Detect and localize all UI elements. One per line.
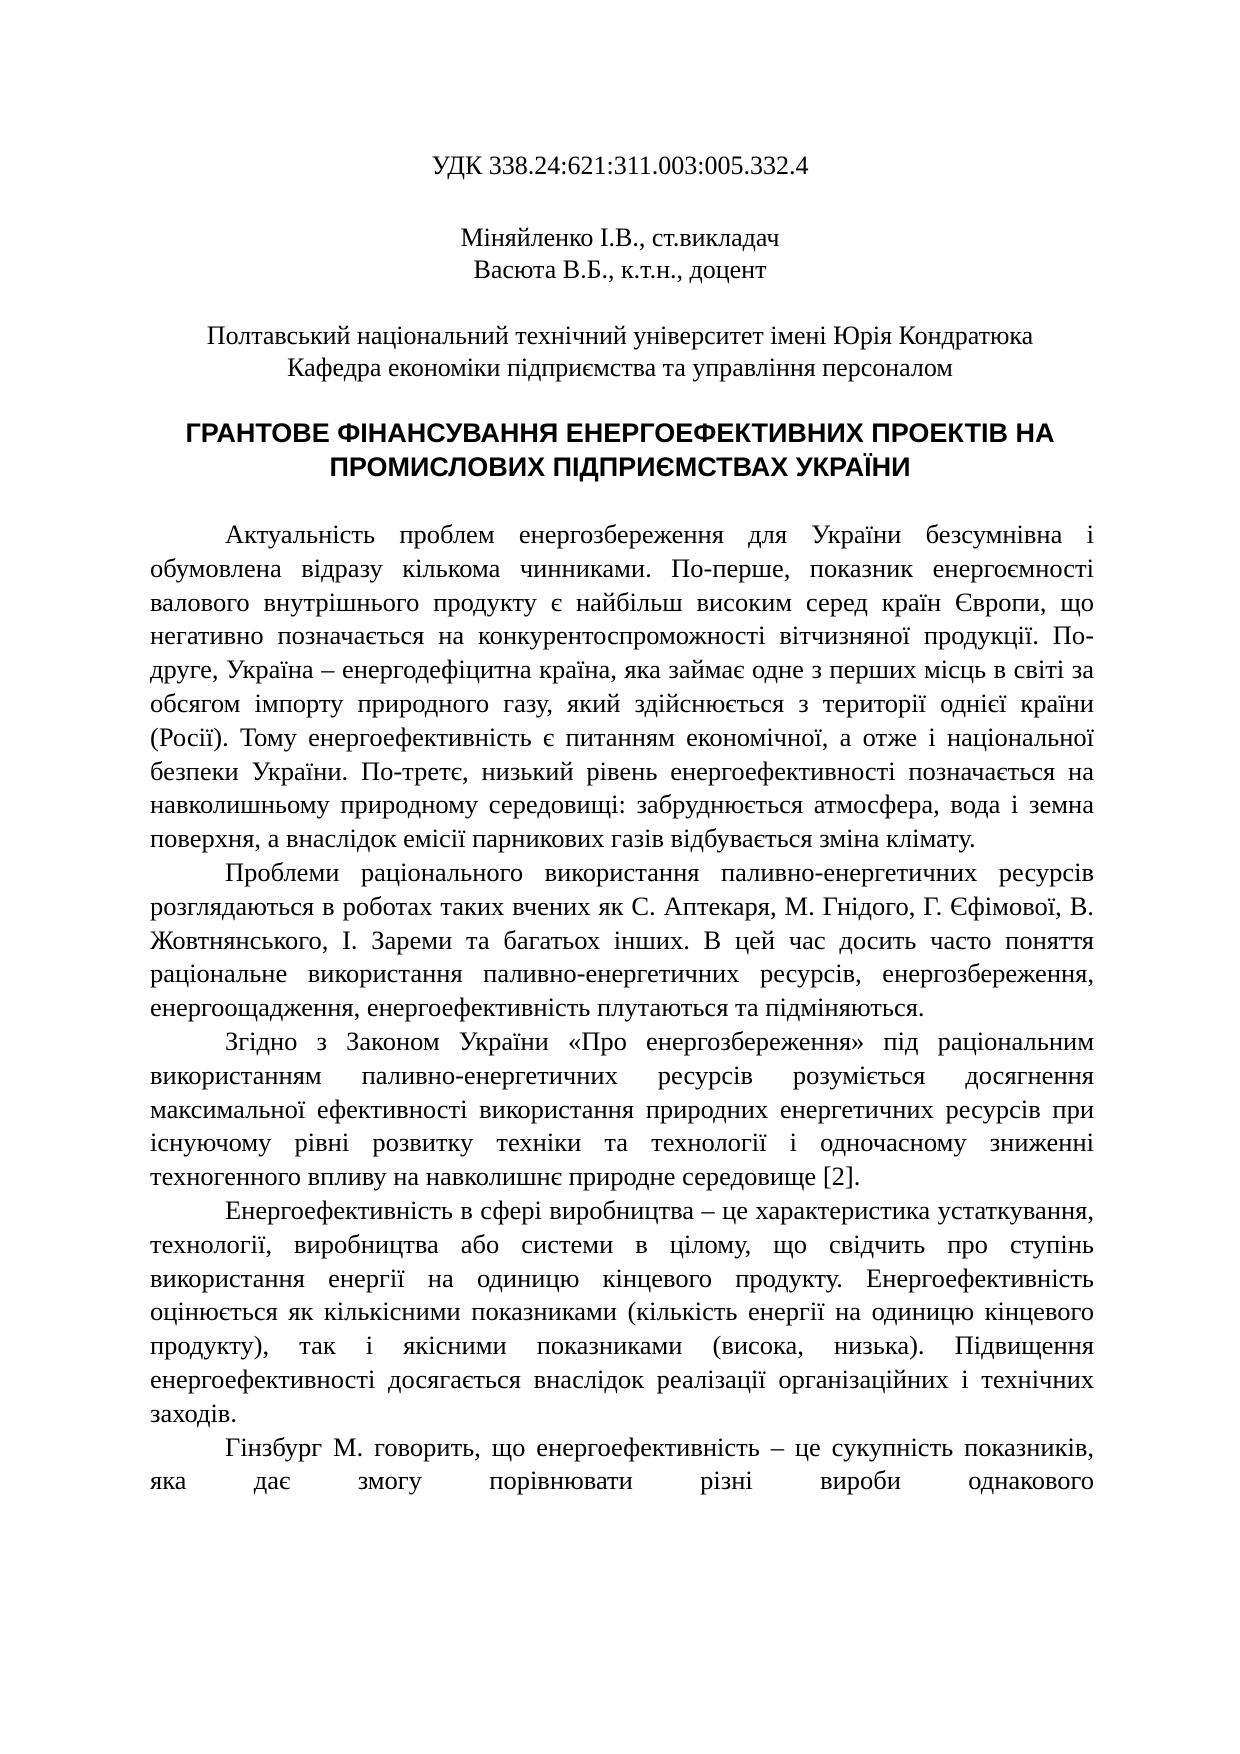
body-paragraph: Проблеми раціонального використання паливно-енергетичних ресурсів розглядаються в роботах таких вчених як С. Аптекаря, М. Гнідого, Г. Єфімової, В. Жовтнянського, І. Зареми та багатьох інших. В цей час досить часто поняття раціональне використання паливно-енергетичних ресурсів, енергозбереження, енергоощадження, енергоефективність плутаються та підміняються. <box>150 856 1094 1023</box>
department-name: Кафедра економіки підприємства та управління персоналом <box>287 353 953 382</box>
university-name: Полтавський національний технічний університет імені Юрія Кондратюка <box>206 321 1034 350</box>
authors-block <box>0 222 1240 286</box>
author-line: Васюта В.Б., к.т.н., доцент <box>473 255 767 284</box>
article-title-line: ГРАНТОВЕ ФІНАНСУВАННЯ ЕНЕРГОЕФЕКТИВНИХ ПРОЕКТІВ НА <box>185 418 1055 448</box>
body-paragraph: Згідно з Законом України «Про енергозбереження» під раціональним використанням паливно-енергетичних ресурсів розуміється досягнення максимальної ефективності використання природних енергетичних ресурсів при існуючому рівні розвитку техніки та технології і одночасному зниженні техногенного впливу на навколишнє природне середовище [2]. <box>150 1025 1094 1192</box>
article-body <box>150 518 1094 1498</box>
udk-code: УДК 338.24:621:311.003:005.332.4 <box>431 151 809 180</box>
affiliation-block <box>0 320 1240 384</box>
author-line: Міняйленко І.В., ст.викладач <box>460 223 780 252</box>
article-title <box>120 416 1120 484</box>
body-paragraph: Гінзбург М. говорить, що енергоефективність – це сукупність показників, яка дає змогу порівнювати різні вироби однакового <box>150 1431 1094 1496</box>
article-title-line: ПРОМИСЛОВИХ ПІДПРИЄМСТВАХ УКРАЇНИ <box>329 452 911 482</box>
body-paragraph: Актуальність проблем енергозбереження для України безсумнівна і обумовлена відразу кількома чинниками. По-перше, показник енергоємності валового внутрішнього продукту є найбільш високим серед країн Європи, що негативно позначається на конкурентоспроможності вітчизняної продукції. По-друге, Україна – енергодефіцитна країна, яка займає одне з перших місць в світі за обсягом імпорту природного газу, який здійснюється з території однієї країни (Росії). Тому енергоефективність є питанням економічної, а отже і національної безпеки України. По-третє, низький рівень енергоефективності позначається на навколишньому природному середовищі: забруднюється атмосфера, вода і земна поверхня, а внаслідок емісії парникових газів відбувається зміна клімату. <box>150 519 1094 854</box>
body-paragraph: Енергоефективність в сфері виробництва – це характеристика устаткування, технології, виробництва або системи в цілому, що свідчить про ступінь використання енергії на одиницю кінцевого продукту. Енергоефективність оцінюється як кількісними показниками (кількість енергії на одиницю кінцевого продукту), так і якісними показниками (висока, низька). Підвищення енергоефективності досягається внаслідок реалізації організаційних і технічних заходів. <box>150 1194 1094 1428</box>
